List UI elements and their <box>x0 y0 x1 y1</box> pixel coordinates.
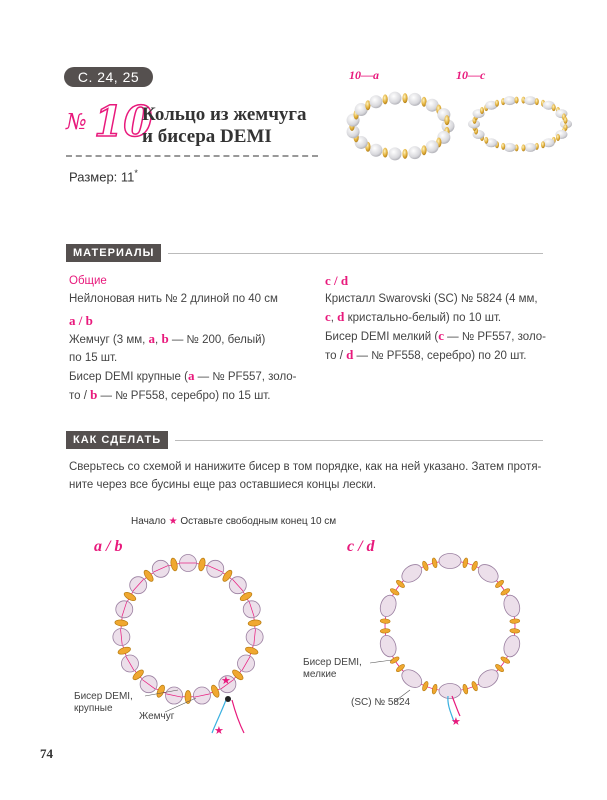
photo-gold-bead <box>480 107 484 114</box>
crystal-bead <box>378 593 399 619</box>
photo-label-a: 10—a <box>349 68 379 82</box>
demi-large-bead <box>248 619 262 626</box>
photo-gold-bead <box>515 97 519 104</box>
leader-demi-small <box>370 660 392 663</box>
star-icon-ab-bottom: ★ <box>214 725 224 737</box>
title-line-1: Кольцо из жемчуга <box>142 104 307 125</box>
howto-line-1: Сверьтесь со схемой и нанижите бисер в том порядке, как на ней указано. Затем протя- <box>69 461 542 473</box>
photo-pearl <box>426 140 439 153</box>
howto-text <box>69 458 559 494</box>
demi-small-bead <box>380 619 390 624</box>
photo-gold-bead <box>501 143 505 150</box>
page-title <box>142 104 307 148</box>
ab-line-2: по 15 шт. <box>69 352 118 364</box>
photo-pearl <box>388 147 401 160</box>
star-icon-cd: ★ <box>451 716 461 728</box>
crystal-bead <box>439 684 461 699</box>
crystal-bead <box>378 633 399 659</box>
general-title: Общие <box>69 275 107 287</box>
materials-left-column <box>69 272 319 405</box>
demi-small-caption: Бисер DEMI, мелкие <box>303 657 362 680</box>
photo-pearl <box>370 144 383 157</box>
photo-ring-c <box>468 96 572 152</box>
demi-small-bead <box>421 560 429 571</box>
demi-small-bead <box>380 628 390 633</box>
number-sign: № <box>66 110 87 135</box>
crystal-caption: (SC) № 5824 <box>351 697 411 708</box>
ring-diagram-ab <box>113 555 263 705</box>
diagram-label-cd: c / d <box>347 538 375 555</box>
demi-small-bead <box>421 681 429 692</box>
photo-gold-bead <box>563 117 567 124</box>
thread-end-pink-ab <box>232 700 244 733</box>
title-divider <box>66 155 318 157</box>
photo-crystal <box>524 96 536 105</box>
cd-line-4: то / d — № PF558, серебро) по 20 шт. <box>325 347 527 362</box>
photo-gold-bead <box>444 115 449 125</box>
cd-line-2: c, d кристально-белый) по 10 шт. <box>325 309 502 324</box>
cd-line-3: Бисер DEMI мелкий (c — № PF557, золо- <box>325 328 547 343</box>
demi-small-bead <box>431 684 438 695</box>
photo-crystal <box>504 96 516 105</box>
project-number: 10 <box>94 97 153 146</box>
demi-large-bead <box>115 619 129 626</box>
demi-small-bead <box>431 557 438 568</box>
photo-gold-bead <box>402 93 407 103</box>
howto-line-2: ните через все бусины еще раз оставшиеся концы лески. <box>69 479 377 491</box>
ab-line-4: то / b — № PF558, серебро) по 15 шт. <box>69 387 271 402</box>
pearl-caption: Жемчуг <box>139 711 175 722</box>
photo-crystal <box>524 143 536 152</box>
demi-small-bead <box>510 628 520 633</box>
photo-gold-bead <box>402 149 407 159</box>
photo-gold-bead <box>495 100 499 107</box>
star-icon-ab-top: ★ <box>221 675 231 687</box>
photo-ring-a <box>347 92 455 161</box>
demi-small-bead <box>471 560 479 571</box>
size-text: Размер: 11 <box>69 169 135 185</box>
demi-small-bead <box>462 557 469 568</box>
howto-rule <box>175 440 543 441</box>
materials-heading: МАТЕРИАЛЫ <box>66 244 161 262</box>
photo-gold-bead <box>484 137 488 144</box>
demi-large-caption: Бисер DEMI, крупные <box>74 691 133 714</box>
photo-pearl <box>408 146 421 159</box>
photo-label-c: 10—c <box>456 68 486 82</box>
photo-gold-bead <box>421 145 426 155</box>
materials-right-column <box>325 272 565 365</box>
photo-pearl <box>388 92 401 105</box>
demi-small-bead <box>510 619 520 624</box>
page-reference-badge: С. 24, 25 <box>64 67 153 87</box>
knot-ab <box>225 696 231 702</box>
diagram-label-ab: a / b <box>94 538 123 555</box>
demi-large-bead <box>245 646 259 656</box>
howto-heading: КАК СДЕЛАТЬ <box>66 431 168 449</box>
crystal-bead <box>501 593 522 619</box>
crystal-bead <box>501 633 522 659</box>
start-caption: Начало ★ Оставьте свободным конец 10 см <box>131 516 337 527</box>
photo-gold-bead <box>521 144 525 151</box>
photo-gold-bead <box>541 141 545 148</box>
demi-large-bead <box>117 646 131 656</box>
demi-large-bead <box>170 557 179 571</box>
thread-end-pink-cd <box>452 696 460 716</box>
ab-title: a / b <box>69 313 93 328</box>
title-line-2: и бисера DEMI <box>142 126 272 147</box>
crystal-bead <box>439 554 461 569</box>
cd-line-1: Кристалл Swarovski (SC) № 5824 (4 мм, <box>325 293 538 305</box>
photo-gold-bead <box>383 148 388 158</box>
photo-gold-bead <box>535 98 539 105</box>
materials-rule <box>168 253 543 254</box>
demi-small-bead <box>462 684 469 695</box>
photo-gold-bead <box>556 134 560 141</box>
page-number: 74 <box>40 746 53 761</box>
photo-crystal <box>504 143 516 152</box>
photo-pearl <box>370 95 383 108</box>
demi-small-bead <box>471 681 479 692</box>
ring-diagram-cd <box>378 554 523 699</box>
photo-gold-bead <box>552 104 556 111</box>
cd-title: c / d <box>325 273 349 288</box>
general-text: Нейлоновая нить № 2 длиной по 40 см <box>69 293 278 305</box>
size-mark: * <box>134 168 138 178</box>
star-icon: ★ <box>168 516 178 527</box>
ring-photos <box>340 78 580 178</box>
ring-size <box>69 168 138 184</box>
photo-pearl <box>408 93 421 106</box>
ab-line-1: Жемчуг (3 мм, a, b — № 200, белый) <box>69 331 266 346</box>
demi-large-bead <box>198 557 207 571</box>
photo-gold-bead <box>383 94 388 104</box>
ab-line-3: Бисер DEMI крупные (a — № PF557, золо- <box>69 368 297 383</box>
